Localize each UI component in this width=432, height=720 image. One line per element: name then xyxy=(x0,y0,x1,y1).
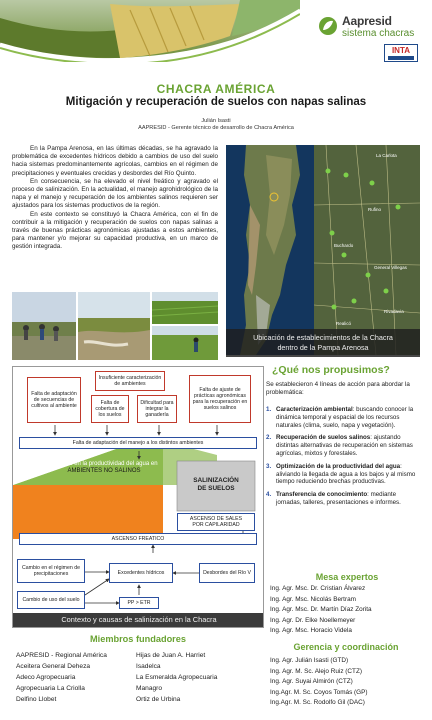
item-number: 1. xyxy=(266,406,272,413)
founders-title: Miembros fundadores xyxy=(90,634,186,644)
map-town-3: Buchardo xyxy=(334,243,354,248)
header-photo-banner xyxy=(0,0,300,62)
item-text: : buscando conocer la dinámica temporal y espacial de los recursos naturales (clima, suelo, napa y vegetación). xyxy=(276,406,414,429)
item-number: 3. xyxy=(266,462,272,470)
item-heading: Recuperación de suelos salinos xyxy=(276,434,371,442)
list-item: Ing. Agr. Msc. Dr. Cristian Álvarez xyxy=(270,585,366,592)
capillary-rise-box xyxy=(177,513,255,531)
item-text: : ajustando distintas alternativas de recuperación en sistemas agrícolas, mixtos y forestales. xyxy=(276,434,413,457)
list-item: Managro xyxy=(136,685,163,692)
list-item: Isadelca xyxy=(136,663,161,670)
list-item: Ing. Agr. Dr. Elke Noellemeyer xyxy=(270,616,356,624)
inta-logo-text: INTA xyxy=(391,46,411,55)
location-map xyxy=(226,145,420,355)
list-item: Ing. Agr. Msc. Dr. Martín Díaz Zorita xyxy=(270,606,372,614)
author-block xyxy=(0,118,432,132)
poster-title: CHACRA AMÉRICA xyxy=(156,82,276,96)
list-item: Adeco Agropecuaria xyxy=(16,674,76,681)
list-item: Delfino Llobet xyxy=(16,696,57,703)
land-use-change-box: Cambio de uso del suelo xyxy=(17,591,85,609)
intro-text xyxy=(12,145,218,252)
list-item: Agropecuaria La Criolla xyxy=(16,685,85,692)
map-caption xyxy=(226,329,420,357)
capillary-line-1: ASCENSO DE SALES xyxy=(189,515,243,522)
salinization-label xyxy=(177,477,255,493)
proposal-title: ¿Qué nos propusimos? xyxy=(272,364,390,376)
experts-title: Mesa expertos xyxy=(315,572,379,582)
list-item: Ing.Agr. M. Sc. Coyos Tomás (GP) xyxy=(270,688,368,696)
field-photos xyxy=(12,292,218,360)
proposal-intro: Se establecieron 4 líneas de acción para abordar la problemática: xyxy=(266,381,410,396)
map-town-6: Rivadavia xyxy=(384,309,404,314)
intro-paragraph-3: En este contexto se constituyó la Chacra América, con el fin de contribuir a la mitigación y recuperación de suelos con napas salinas a través de buenas prácticas agronómicas ajustadas a estos ambientes, para mantener y/o mejorar su capacidad productiva, en un marco de gestión integrada. xyxy=(12,210,218,251)
list-item: Ortiz de Urbina xyxy=(136,696,181,703)
inta-logo xyxy=(384,44,418,62)
author-name: Julián Isasti xyxy=(201,118,231,124)
capillary-line-2: POR CAPILARIDAD xyxy=(192,522,240,528)
productivity-gap-label xyxy=(39,461,169,476)
cause-sequences-box: Falta de adaptación de secuencias de cultivos al ambiente xyxy=(27,377,81,423)
map-caption-line-2: dentro de la Pampa Arenosa xyxy=(277,343,369,352)
logo-name: Aapresid xyxy=(342,14,392,28)
item-text: : aliviando la llegada de agua a los bajos y al mismo tiempo reduciendo brechas productivas. xyxy=(276,462,416,486)
salinization-line-1: SALINIZACIÓN xyxy=(193,477,239,484)
list-item xyxy=(266,406,422,429)
aapresid-leaf-icon xyxy=(318,16,338,36)
cause-practices-box: Falta de ajuste de prácticas agronómicas para la recuperación en suelos salinos xyxy=(189,375,251,423)
item-text: : mediante jornadas, talleres, presentaciones e informes. xyxy=(276,491,401,506)
management-gap-bar: Falta de adaptación del manejo a los distintos ambientes xyxy=(19,437,257,449)
map-town-4: Realicó xyxy=(336,321,352,326)
aapresid-logo xyxy=(318,14,428,44)
map-caption-line-1: Ubicación de establecimientos de la Chacra xyxy=(253,333,393,342)
map-town-1: La Carlota xyxy=(376,153,397,158)
list-item xyxy=(266,491,422,507)
item-heading: Transferencia de conocimiento xyxy=(276,491,368,499)
founders-list-2 xyxy=(136,650,262,705)
map-town-2: Rufino xyxy=(368,207,382,212)
list-item: Ing. Agr. Suyai Almirón (CTZ) xyxy=(270,678,353,686)
intro-paragraph-1: En la Pampa Arenosa, en las últimas décadas, se ha agravado la problemática de excedentes hídricos debido a cambios de uso del suelo hacia sistemas predominantemente agrícolas, cambios en el régimen de precipitaciones y eventuales crecidas y desbordes del Río Quinto. xyxy=(12,145,218,177)
experts-list xyxy=(270,584,424,637)
item-heading: Caracterización ambiental xyxy=(276,406,353,413)
salinization-line-2: DE SUELOS xyxy=(197,485,235,492)
list-item: Ing. Agr. Julián Isasti (GTD) xyxy=(270,657,349,664)
diagram-caption: Contexto y causas de salinización en la Chacra xyxy=(13,613,264,627)
list-item: AAPRESID - Regional América xyxy=(16,652,107,659)
river-overflow-box: Desbordes del Río V xyxy=(199,563,255,583)
water-table-rise-bar: ASCENSO FREATICO xyxy=(19,533,257,545)
list-item: Hijas de Juan A. Harriet xyxy=(136,652,206,659)
list-item: La Esmeralda Agropecuaria xyxy=(136,674,218,681)
list-item: Ing. Agr. M. Sc. Alejo Ruiz (CTZ) xyxy=(270,667,362,675)
list-item: Ing.Agr. M. Sc. Rodolfo Gil (DAC) xyxy=(270,699,365,707)
precipitation-change-box: Cambio en el régimen de precipitaciones xyxy=(17,559,85,583)
pp-etr-box: PP > ETR xyxy=(119,597,159,609)
proposal-list xyxy=(266,406,422,512)
list-item xyxy=(266,434,422,457)
map-town-5: General Villegas xyxy=(374,265,407,270)
photo-pasture xyxy=(152,326,218,360)
intro-paragraph-2: En consecuencia, se ha elevado el nivel freático y agravado el proceso de salinización. En la actualidad, el manejo agrohidrológico de la napa y el manejo y recuperación de los ambientes salinos requieren ser ajustados para los sistemas productivos de la región. xyxy=(12,177,218,210)
water-excess-box: Excedentes hídricos xyxy=(109,563,173,583)
item-number: 4. xyxy=(266,491,272,499)
poster-subtitle: Mitigación y recuperación de suelos con napas salinas xyxy=(65,96,367,108)
photo-field-visit xyxy=(12,292,76,360)
logo-subtitle: sistema chacras xyxy=(342,28,415,39)
list-item: Aceitera General Deheza xyxy=(16,663,91,670)
item-heading: Optimización de la productividad del agua xyxy=(276,462,401,470)
item-number: 2. xyxy=(266,434,272,442)
author-role: AAPRESID - Gerente técnico de desarrollo de Chacra América xyxy=(138,125,294,131)
photo-salinized-soil xyxy=(78,292,150,360)
founders-list-1 xyxy=(16,650,134,705)
photo-crop-field xyxy=(152,292,218,324)
list-item: Ing. Agr. Msc. Horacio Videla xyxy=(270,627,352,635)
management-title: Gerencia y coordinación xyxy=(293,642,399,652)
cause-livestock-box: Dificultad para integrar la ganadería xyxy=(137,395,177,423)
productivity-gap-line-1: Brechas en la productividad del agua en xyxy=(50,461,158,467)
management-list xyxy=(270,656,424,709)
salinization-diagram xyxy=(12,366,264,628)
productivity-gap-line-2: AMBIENTES NO SALINOS xyxy=(67,468,141,475)
cause-cover-box: Falta de cobertura de los suelos xyxy=(91,395,129,423)
cause-characterization-box: Insuficiente caracterización de ambientes xyxy=(95,371,165,391)
list-item xyxy=(266,463,422,486)
list-item: Ing. Agr. Msc. Nicolás Bertram xyxy=(270,595,356,603)
